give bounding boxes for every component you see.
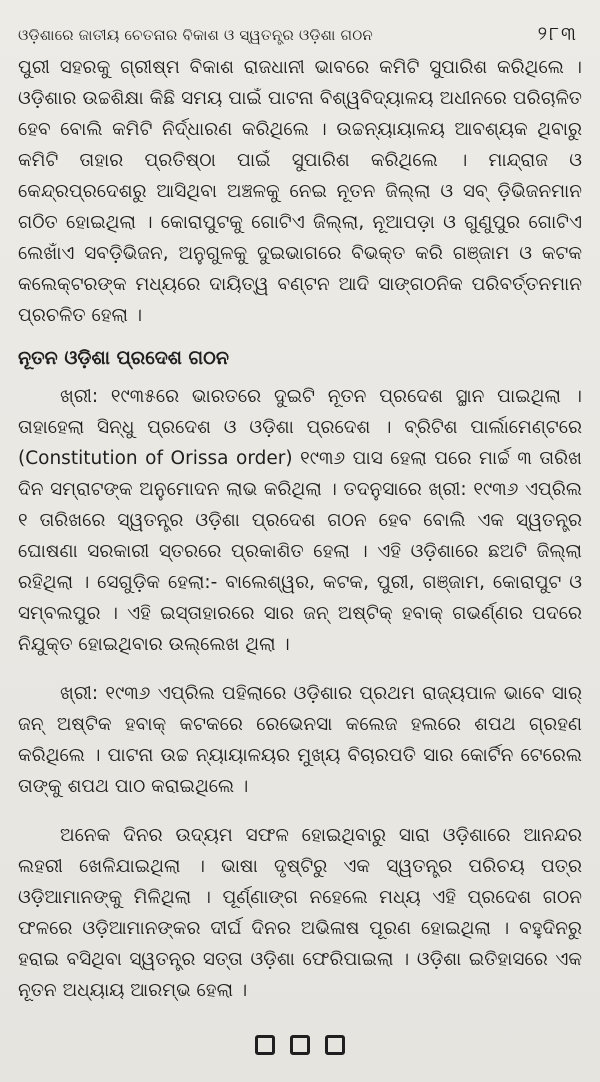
square-ornament-icon [325, 1035, 345, 1055]
paragraph-1: ପୁରୀ ସହରକୁ ଗ୍ରୀଷ୍ମ ବିକାଶ ରାଜଧାନୀ ଭାବରେ କମିଟି ସୁପାରିଶ କରିଥିଲେ । ଓଡ଼ିଶାର ଉଚ୍ଚଶିକ୍ଷା କିଛି ସମୟ ପାଇଁ ପାଟନା ବିଶ୍ୱବିଦ୍ୟାଳୟ ଅଧୀନରେ ପରିଚାଳିତ ହେବ ବୋଲି କମିଟି ନିର୍ଦ୍ଧାରଣ କରିଥିଲେ । ଉଚ୍ଚନ୍ୟାୟାଳୟ ଆବଶ୍ୟକ ଥିବାରୁ କମିଟି ତାହାର ପ୍ରତିଷ୍ଠା ପାଇଁ ସୁପାରିଶ କରିଥିଲେ । ମାନ୍ଦ୍ରାଜ ଓ କେନ୍ଦ୍ରପ୍ରଦେଶରୁ ଆସିଥିବା ଅଞ୍ଚଳକୁ ନେଇ ନୂତନ ଜିଲ୍ଲା ଓ ସବ୍ ଡ଼ିଭିଜନମାନ ଗଠିତ ହୋଇଥିଲା । କୋରାପୁଟକୁ ଗୋଟିଏ ଜିଲ୍ଲା, ନୂଆପଡ଼ା ଓ ଗୁଣୁପୁର ଗୋଟିଏ ଲେଖାଁଏ ସବଡ଼ିଭିଜନ, ଅନୁଗୁଳକୁ ଦୁଇଭାଗରେ ବିଭକ୍ତ କରି ଗଞ୍ଜାମ ଓ କଟକ କଲେକ୍ଟରଙ୍କ ମଧ୍ୟରେ ଦାୟିତ୍ୱ ବଣ୍ଟନ ଆଦି ସାଙ୍ଗଠନିକ ପରିବର୍ତ୍ତନମାନ ପ୍ରଚଳିତ ହେଲା । [18, 57, 582, 326]
running-header [18, 18, 582, 52]
page-number: ୨୮୩ [537, 23, 578, 45]
paragraph-4: ଅନେକ ଦିନର ଉଦ୍ୟମ ସଫଳ ହୋଇଥିବାରୁ ସାରା ଓଡ଼ିଶାରେ ଆନନ୍ଦର ଲହରୀ ଖେଳିଯାଇଥିଲା । ଭାଷା ଦୃଷ୍ଟିରୁ ଏକ ସ୍ୱତନ୍ତ୍ର ପରିଚୟ ପତ୍ର ଓଡ଼ିଆମାନଙ୍କୁ ମିଳିଥିଲା । ପୂର୍ଣ୍ଣାଙ୍ଗ ନହେଲେ ମଧ୍ୟ ଏହି ପ୍ରଦେଶ ଗଠନ ଫଳରେ ଓଡ଼ିଆମାନଙ୍କର ଦୀର୍ଘ ଦିନର ଅଭିଳାଷ ପୂରଣ ହୋଇଥିଲା । ବହୁଦିନରୁ ହରାଇ ବସିଥିବା ସ୍ୱତନ୍ତ୍ର ସତ୍ତା ଓଡ଼ିଶା ଫେରିପାଇଲା । ଓଡ଼ିଶା ଇତିହାସରେ ଏକ ନୂତନ ଅଧ୍ୟାୟ ଆରମ୍ଭ ହେଲା । [18, 825, 582, 1001]
main-text [18, 52, 582, 1006]
paragraph-3: ଖ୍ରୀ: ୧୯୩୬ ଏପ୍ରିଲ ପହିଲାରେ ଓଡ଼ିଶାର ପ୍ରଥମ ରାଜ୍ୟପାଳ ଭାବେ ସାର୍ ଜନ୍ ଅଷ୍ଟିକ ହବାକ୍ କଟକରେ ରେଭେନସା କଲେଜ ହଲରେ ଶପଥ ଗ୍ରହଣ କରିଥିଲେ । ପାଟନା ଉଚ୍ଚ ନ୍ୟାୟାଳୟର ମୁଖ୍ୟ ବିଚାରପତି ସାର କୋର୍ଟିନ ଟେରେଲ ତାଙ୍କୁ ଶପଥ ପାଠ କରାଇଥିଲେ । [18, 683, 582, 797]
paragraph-2: ଖ୍ରୀ: ୧୯୩୫ରେ ଭାରତରେ ଦୁଇଟି ନୂତନ ପ୍ରଦେଶ ସ୍ଥାନ ପାଇଥିଲା । ତାହାହେଲା ସିନ୍ଧୁ ପ୍ରଦେଶ ଓ ଓଡ଼ିଶା ପ୍ରଦେଶ । ବ୍ରିଟିଶ ପାର୍ଲାମେଣ୍ଟରେ (Constitution of Orissa order) ୧୯୩୬ ପାସ ହେଲା ପରେ ମାର୍ଚ୍ଚ ୩ ତାରିଖ ଦିନ ସମ୍ରାଟଙ୍କ ଅନୁମୋଦନ ଲାଭ କରିଥିଲା । ତଦନୁସାରେ ଖ୍ରୀ: ୧୯୩୬ ଏପ୍ରିଲ ୧ ତାରିଖରେ ସ୍ୱତନ୍ତ୍ର ଓଡ଼ିଶା ପ୍ରଦେଶ ଗଠନ ହେବ ବୋଲି ଏକ ସ୍ୱତନ୍ତ୍ର ଘୋଷଣା ସରକାରୀ ସ୍ତରରେ ପ୍ରକାଶିତ ହେଲା । ଏହି ଓଡ଼ିଶାରେ ଛଅଟି ଜିଲ୍ଲା ରହିଥିଲା । ସେଗୁଡ଼ିକ ହେଲା:- ବାଲେଶ୍ୱର, କଟକ, ପୁରୀ, ଗଞ୍ଜାମ, କୋରାପୁଟ ଓ ସମ୍ବଲପୁର । ଏହି ଇସ୍ତାହାରରେ ସାର ଜନ୍ ଅଷ୍ଟିକ୍ ହବାକ୍ ଗଭର୍ଣ୍ଣର ପଦରେ ନିଯୁକ୍ତ ହୋଇଥିବାର ଉଲ୍ଲେଖ ଥିଲା । [18, 386, 582, 655]
square-ornament-icon [290, 1035, 310, 1055]
running-title: ଓଡ଼ିଶାରେ ଜାତୀୟ ଚେତନାର ବିକାଶ ଓ ସ୍ୱତନ୍ତ୍ର ଓଡ଼ିଶା ଗଠନ [18, 26, 373, 44]
square-ornament-icon [255, 1035, 275, 1055]
section-end-ornament [18, 1034, 582, 1064]
section-heading: ନୂତନ ଓଡ଼ିଶା ପ୍ରଦେଶ ଗଠନ [18, 347, 229, 369]
